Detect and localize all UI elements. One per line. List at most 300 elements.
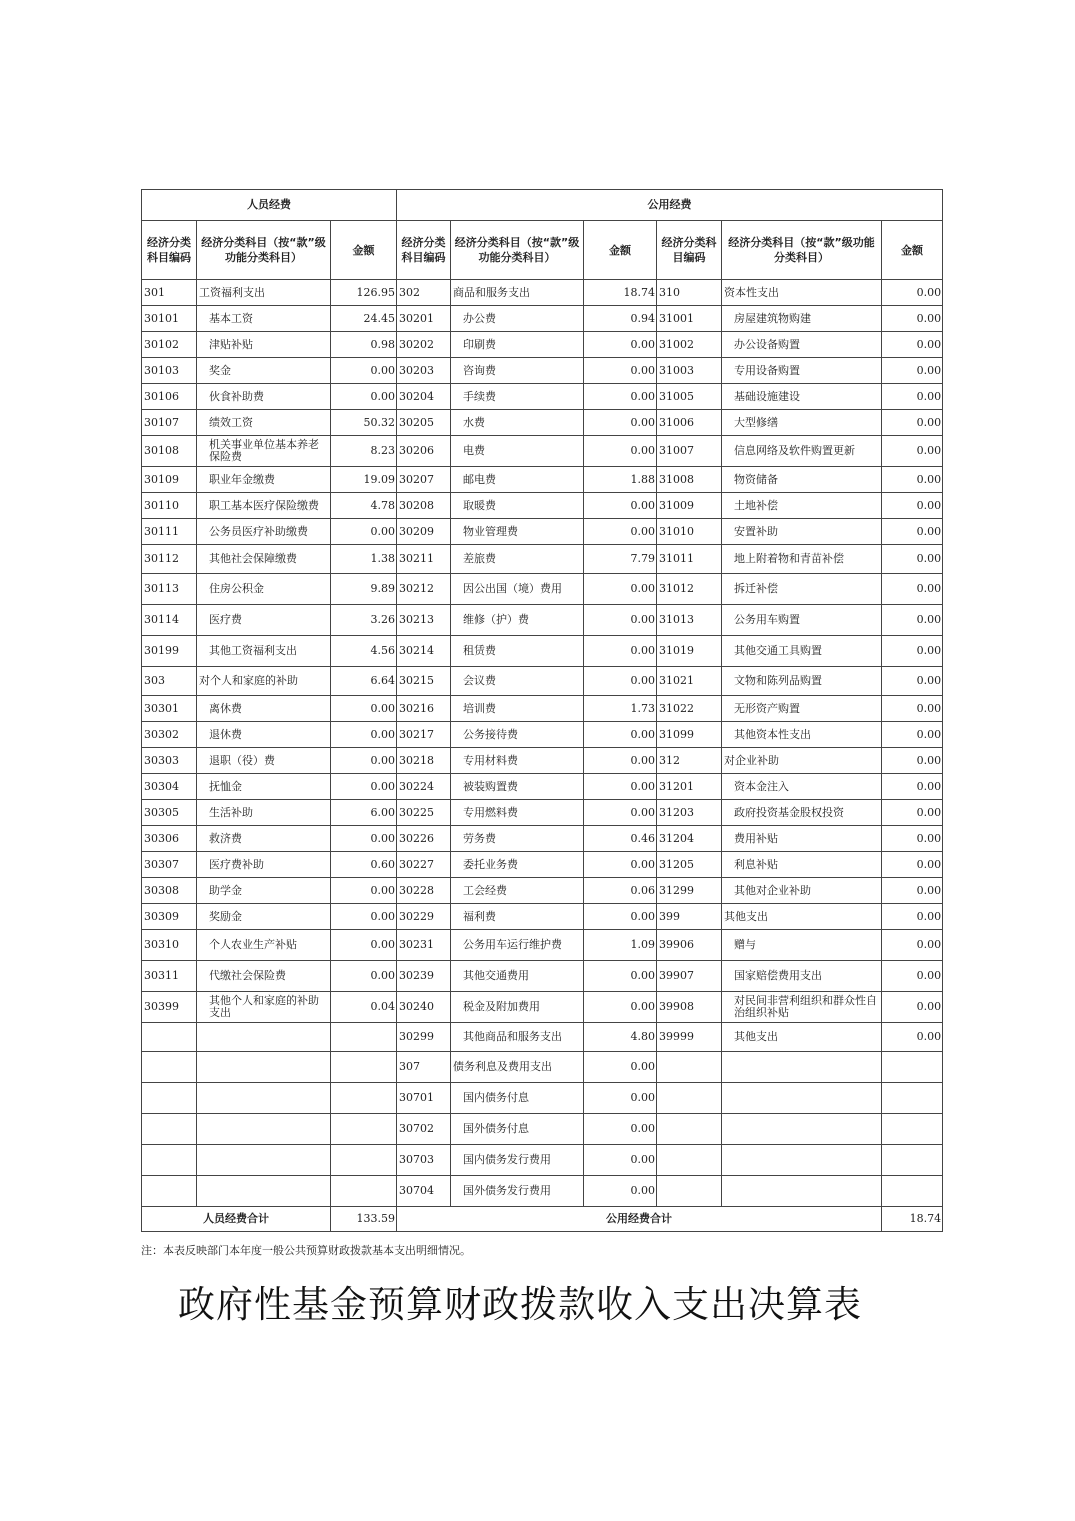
cell-code: 31010 bbox=[657, 519, 722, 545]
cell-name: 离休费 bbox=[197, 696, 331, 722]
cell-name: 救济费 bbox=[197, 826, 331, 852]
cell-amount: 0.00 bbox=[882, 800, 943, 826]
cell-code: 39906 bbox=[657, 930, 722, 961]
cell-amount: 0.00 bbox=[882, 384, 943, 410]
cell-name: 其他支出 bbox=[722, 1023, 882, 1052]
cell-name: 水费 bbox=[451, 410, 584, 436]
cell-name: 医疗费 bbox=[197, 605, 331, 636]
table-row bbox=[142, 667, 943, 696]
cell-code: 399 bbox=[657, 904, 722, 930]
cell-name: 公务接待费 bbox=[451, 722, 584, 748]
cell-name: 无形资产购置 bbox=[722, 696, 882, 722]
cell-code: 30101 bbox=[142, 306, 197, 332]
cell-amount: 0.00 bbox=[584, 722, 657, 748]
cell-name: 伙食补助费 bbox=[197, 384, 331, 410]
cell-code: 31203 bbox=[657, 800, 722, 826]
cell-code: 30305 bbox=[142, 800, 197, 826]
cell-amount: 0.00 bbox=[584, 961, 657, 992]
totals-row bbox=[142, 1207, 943, 1232]
cell-name: 生活补助 bbox=[197, 800, 331, 826]
cell-name bbox=[197, 1052, 331, 1083]
table-row bbox=[142, 722, 943, 748]
table-row bbox=[142, 1052, 943, 1083]
cell-code: 30303 bbox=[142, 748, 197, 774]
cell-code: 30102 bbox=[142, 332, 197, 358]
cell-code: 31204 bbox=[657, 826, 722, 852]
personnel-total-amount: 133.59 bbox=[331, 1207, 397, 1232]
public-total-label: 公用经费合计 bbox=[397, 1207, 882, 1232]
cell-name: 信息网络及软件购置更新 bbox=[722, 436, 882, 467]
cell-amount: 0.00 bbox=[882, 904, 943, 930]
cell-amount: 6.00 bbox=[331, 800, 397, 826]
cell-amount: 0.04 bbox=[331, 992, 397, 1023]
cell-name: 国家赔偿费用支出 bbox=[722, 961, 882, 992]
cell-code: 31008 bbox=[657, 467, 722, 493]
cell-name bbox=[722, 1176, 882, 1207]
cell-amount: 0.00 bbox=[882, 774, 943, 800]
cell-code: 30217 bbox=[397, 722, 451, 748]
cell-code bbox=[142, 1052, 197, 1083]
cell-name: 医疗费补助 bbox=[197, 852, 331, 878]
cell-code: 30224 bbox=[397, 774, 451, 800]
cell-name: 绩效工资 bbox=[197, 410, 331, 436]
cell-amount: 0.46 bbox=[584, 826, 657, 852]
cell-code: 30239 bbox=[397, 961, 451, 992]
cell-code: 30209 bbox=[397, 519, 451, 545]
cell-name: 咨询费 bbox=[451, 358, 584, 384]
cell-code bbox=[142, 1023, 197, 1052]
cell-amount: 0.00 bbox=[331, 696, 397, 722]
cell-code: 30218 bbox=[397, 748, 451, 774]
cell-amount: 0.00 bbox=[584, 358, 657, 384]
cell-amount: 0.00 bbox=[882, 852, 943, 878]
cell-amount: 0.00 bbox=[584, 774, 657, 800]
cell-name: 物资储备 bbox=[722, 467, 882, 493]
cell-code: 39908 bbox=[657, 992, 722, 1023]
cell-name: 助学金 bbox=[197, 878, 331, 904]
cell-code: 30704 bbox=[397, 1176, 451, 1207]
cell-amount: 9.89 bbox=[331, 574, 397, 605]
table-row bbox=[142, 519, 943, 545]
cell-amount: 0.00 bbox=[882, 722, 943, 748]
cell-code: 30106 bbox=[142, 384, 197, 410]
cell-name bbox=[197, 1083, 331, 1114]
cell-amount: 0.60 bbox=[331, 852, 397, 878]
cell-code: 30310 bbox=[142, 930, 197, 961]
cell-name: 办公费 bbox=[451, 306, 584, 332]
cell-code: 30107 bbox=[142, 410, 197, 436]
cell-code bbox=[142, 1176, 197, 1207]
header-amount: 金额 bbox=[331, 221, 397, 280]
section-public: 公用经费 bbox=[397, 190, 943, 221]
cell-name: 专用材料费 bbox=[451, 748, 584, 774]
cell-amount: 4.56 bbox=[331, 636, 397, 667]
cell-amount: 0.00 bbox=[584, 667, 657, 696]
cell-amount: 0.00 bbox=[882, 436, 943, 467]
cell-amount bbox=[882, 1145, 943, 1176]
table-row bbox=[142, 436, 943, 467]
header-name: 经济分类科目（按“款”级功能分类科目） bbox=[451, 221, 584, 280]
cell-code: 30112 bbox=[142, 545, 197, 574]
cell-name: 地上附着物和青苗补偿 bbox=[722, 545, 882, 574]
cell-amount: 0.00 bbox=[584, 332, 657, 358]
table-row bbox=[142, 332, 943, 358]
table-row bbox=[142, 961, 943, 992]
cell-name: 费用补贴 bbox=[722, 826, 882, 852]
cell-code: 30302 bbox=[142, 722, 197, 748]
cell-amount: 0.00 bbox=[882, 280, 943, 306]
table-row bbox=[142, 280, 943, 306]
cell-code: 30109 bbox=[142, 467, 197, 493]
cell-amount bbox=[331, 1083, 397, 1114]
cell-name bbox=[722, 1083, 882, 1114]
cell-name: 其他资本性支出 bbox=[722, 722, 882, 748]
cell-code: 30201 bbox=[397, 306, 451, 332]
table-row bbox=[142, 800, 943, 826]
table-row bbox=[142, 774, 943, 800]
cell-name: 办公设备购置 bbox=[722, 332, 882, 358]
cell-amount bbox=[331, 1023, 397, 1052]
table-row bbox=[142, 1114, 943, 1145]
cell-name: 公务用车购置 bbox=[722, 605, 882, 636]
cell-code: 30701 bbox=[397, 1083, 451, 1114]
cell-code bbox=[142, 1114, 197, 1145]
cell-amount: 0.00 bbox=[882, 1023, 943, 1052]
cell-name: 其他交通费用 bbox=[451, 961, 584, 992]
cell-code: 31005 bbox=[657, 384, 722, 410]
cell-amount: 0.00 bbox=[584, 992, 657, 1023]
cell-name: 退休费 bbox=[197, 722, 331, 748]
table-row bbox=[142, 605, 943, 636]
cell-name: 国外债务发行费用 bbox=[451, 1176, 584, 1207]
cell-amount: 0.00 bbox=[584, 436, 657, 467]
table-row bbox=[142, 493, 943, 519]
table-row bbox=[142, 930, 943, 961]
cell-name: 拆迁补偿 bbox=[722, 574, 882, 605]
cell-name bbox=[722, 1052, 882, 1083]
cell-name: 基本工资 bbox=[197, 306, 331, 332]
cell-amount: 0.00 bbox=[584, 800, 657, 826]
cell-amount bbox=[331, 1114, 397, 1145]
cell-amount: 24.45 bbox=[331, 306, 397, 332]
cell-name: 津贴补贴 bbox=[197, 332, 331, 358]
table-row bbox=[142, 748, 943, 774]
cell-name: 退职（役）费 bbox=[197, 748, 331, 774]
cell-code bbox=[657, 1083, 722, 1114]
cell-amount: 126.95 bbox=[331, 280, 397, 306]
cell-name: 工资福利支出 bbox=[197, 280, 331, 306]
cell-code: 30208 bbox=[397, 493, 451, 519]
cell-code: 31013 bbox=[657, 605, 722, 636]
cell-amount: 18.74 bbox=[584, 280, 657, 306]
personnel-total-label: 人员经费合计 bbox=[142, 1207, 331, 1232]
cell-amount: 0.00 bbox=[584, 605, 657, 636]
cell-code bbox=[657, 1052, 722, 1083]
cell-name bbox=[197, 1023, 331, 1052]
cell-amount: 0.98 bbox=[331, 332, 397, 358]
cell-code: 30228 bbox=[397, 878, 451, 904]
cell-amount: 1.09 bbox=[584, 930, 657, 961]
cell-name: 个人农业生产补贴 bbox=[197, 930, 331, 961]
cell-amount: 0.00 bbox=[882, 574, 943, 605]
cell-amount bbox=[882, 1052, 943, 1083]
cell-amount: 4.78 bbox=[331, 493, 397, 519]
cell-name: 租赁费 bbox=[451, 636, 584, 667]
cell-name: 福利费 bbox=[451, 904, 584, 930]
cell-name bbox=[722, 1114, 882, 1145]
cell-amount: 8.23 bbox=[331, 436, 397, 467]
cell-amount: 0.00 bbox=[331, 826, 397, 852]
cell-amount: 0.00 bbox=[331, 519, 397, 545]
cell-name: 赠与 bbox=[722, 930, 882, 961]
cell-amount: 0.00 bbox=[882, 878, 943, 904]
cell-name: 手续费 bbox=[451, 384, 584, 410]
table-row bbox=[142, 384, 943, 410]
cell-code: 30215 bbox=[397, 667, 451, 696]
cell-code: 30307 bbox=[142, 852, 197, 878]
cell-code: 30111 bbox=[142, 519, 197, 545]
cell-name: 职业年金缴费 bbox=[197, 467, 331, 493]
cell-code: 30214 bbox=[397, 636, 451, 667]
cell-code bbox=[142, 1145, 197, 1176]
cell-name: 电费 bbox=[451, 436, 584, 467]
cell-code: 30199 bbox=[142, 636, 197, 667]
cell-name: 奖金 bbox=[197, 358, 331, 384]
cell-name: 税金及附加费用 bbox=[451, 992, 584, 1023]
cell-code: 30703 bbox=[397, 1145, 451, 1176]
cell-code: 31001 bbox=[657, 306, 722, 332]
section-personnel: 人员经费 bbox=[142, 190, 397, 221]
cell-code: 30309 bbox=[142, 904, 197, 930]
cell-name: 安置补助 bbox=[722, 519, 882, 545]
cell-name: 委托业务费 bbox=[451, 852, 584, 878]
cell-amount: 0.00 bbox=[331, 358, 397, 384]
table-row bbox=[142, 545, 943, 574]
cell-name: 会议费 bbox=[451, 667, 584, 696]
cell-name: 抚恤金 bbox=[197, 774, 331, 800]
cell-name: 机关事业单位基本养老保险费 bbox=[197, 436, 331, 467]
cell-name: 国外债务付息 bbox=[451, 1114, 584, 1145]
cell-amount: 0.00 bbox=[584, 904, 657, 930]
cell-code: 30207 bbox=[397, 467, 451, 493]
cell-amount: 1.38 bbox=[331, 545, 397, 574]
cell-amount: 0.00 bbox=[882, 961, 943, 992]
cell-code: 310 bbox=[657, 280, 722, 306]
cell-name: 培训费 bbox=[451, 696, 584, 722]
cell-name: 债务利息及费用支出 bbox=[451, 1052, 584, 1083]
cell-name: 资本金注入 bbox=[722, 774, 882, 800]
cell-name: 因公出国（境）费用 bbox=[451, 574, 584, 605]
cell-amount: 0.00 bbox=[882, 667, 943, 696]
cell-code: 30202 bbox=[397, 332, 451, 358]
cell-name: 政府投资基金股权投资 bbox=[722, 800, 882, 826]
cell-amount: 0.00 bbox=[331, 722, 397, 748]
table-row bbox=[142, 467, 943, 493]
cell-amount: 0.00 bbox=[882, 992, 943, 1023]
column-header-row bbox=[142, 221, 943, 280]
cell-amount: 0.00 bbox=[882, 519, 943, 545]
cell-name: 专用燃料费 bbox=[451, 800, 584, 826]
public-total-amount: 18.74 bbox=[882, 1207, 943, 1232]
cell-code: 31003 bbox=[657, 358, 722, 384]
cell-name: 利息补贴 bbox=[722, 852, 882, 878]
cell-code: 307 bbox=[397, 1052, 451, 1083]
cell-name bbox=[197, 1114, 331, 1145]
cell-amount bbox=[882, 1176, 943, 1207]
cell-code: 30301 bbox=[142, 696, 197, 722]
cell-amount: 0.00 bbox=[584, 574, 657, 605]
cell-amount: 0.00 bbox=[584, 852, 657, 878]
table-note: 注：本表反映部门本年度一般公共预算财政拨款基本支出明细情况。 bbox=[141, 1244, 471, 1257]
cell-amount: 0.00 bbox=[331, 774, 397, 800]
cell-name: 大型修缮 bbox=[722, 410, 882, 436]
cell-name: 对企业补助 bbox=[722, 748, 882, 774]
cell-code: 39999 bbox=[657, 1023, 722, 1052]
cell-amount: 0.00 bbox=[882, 306, 943, 332]
cell-amount: 0.00 bbox=[331, 904, 397, 930]
cell-amount bbox=[331, 1145, 397, 1176]
cell-code: 30240 bbox=[397, 992, 451, 1023]
cell-amount: 0.00 bbox=[882, 358, 943, 384]
cell-name: 公务用车运行维护费 bbox=[451, 930, 584, 961]
cell-code: 30113 bbox=[142, 574, 197, 605]
cell-code: 302 bbox=[397, 280, 451, 306]
cell-amount: 0.00 bbox=[584, 384, 657, 410]
cell-code: 30212 bbox=[397, 574, 451, 605]
cell-code: 31022 bbox=[657, 696, 722, 722]
cell-name: 职工基本医疗保险缴费 bbox=[197, 493, 331, 519]
cell-code: 39907 bbox=[657, 961, 722, 992]
cell-name: 基础设施建设 bbox=[722, 384, 882, 410]
cell-amount: 0.00 bbox=[882, 332, 943, 358]
cell-amount: 0.00 bbox=[584, 519, 657, 545]
cell-name: 文物和陈列品购置 bbox=[722, 667, 882, 696]
cell-amount: 0.06 bbox=[584, 878, 657, 904]
cell-amount: 0.00 bbox=[584, 1114, 657, 1145]
cell-amount: 0.00 bbox=[331, 930, 397, 961]
cell-amount: 0.00 bbox=[882, 410, 943, 436]
cell-code: 30103 bbox=[142, 358, 197, 384]
cell-code: 30702 bbox=[397, 1114, 451, 1145]
cell-name: 劳务费 bbox=[451, 826, 584, 852]
cell-code: 31002 bbox=[657, 332, 722, 358]
cell-code: 31205 bbox=[657, 852, 722, 878]
cell-code: 31011 bbox=[657, 545, 722, 574]
cell-code bbox=[657, 1145, 722, 1176]
cell-name: 工会经费 bbox=[451, 878, 584, 904]
cell-amount: 0.00 bbox=[331, 961, 397, 992]
cell-amount: 1.88 bbox=[584, 467, 657, 493]
cell-amount: 50.32 bbox=[331, 410, 397, 436]
cell-name: 其他社会保障缴费 bbox=[197, 545, 331, 574]
cell-amount: 0.00 bbox=[584, 1145, 657, 1176]
cell-code: 31006 bbox=[657, 410, 722, 436]
cell-amount bbox=[882, 1114, 943, 1145]
cell-code: 31299 bbox=[657, 878, 722, 904]
cell-amount: 0.00 bbox=[882, 696, 943, 722]
cell-amount: 0.00 bbox=[584, 748, 657, 774]
cell-code: 303 bbox=[142, 667, 197, 696]
table-row bbox=[142, 1145, 943, 1176]
cell-amount: 0.00 bbox=[882, 636, 943, 667]
cell-amount bbox=[331, 1176, 397, 1207]
cell-code: 31019 bbox=[657, 636, 722, 667]
table-row bbox=[142, 574, 943, 605]
cell-name: 房屋建筑物购建 bbox=[722, 306, 882, 332]
cell-name: 对民间非营利组织和群众性自治组织补贴 bbox=[722, 992, 882, 1023]
cell-code: 30229 bbox=[397, 904, 451, 930]
table-row bbox=[142, 1083, 943, 1114]
cell-amount: 19.09 bbox=[331, 467, 397, 493]
cell-code: 312 bbox=[657, 748, 722, 774]
cell-code bbox=[142, 1083, 197, 1114]
cell-code: 30399 bbox=[142, 992, 197, 1023]
header-amount: 金额 bbox=[584, 221, 657, 280]
cell-amount: 0.00 bbox=[882, 930, 943, 961]
cell-code: 30110 bbox=[142, 493, 197, 519]
cell-name: 代缴社会保险费 bbox=[197, 961, 331, 992]
cell-name: 奖励金 bbox=[197, 904, 331, 930]
header-name: 经济分类科目（按“款”级功能分类科目） bbox=[722, 221, 882, 280]
cell-amount: 0.00 bbox=[584, 493, 657, 519]
cell-name bbox=[722, 1145, 882, 1176]
cell-name: 被装购置费 bbox=[451, 774, 584, 800]
cell-amount: 4.80 bbox=[584, 1023, 657, 1052]
cell-name: 其他支出 bbox=[722, 904, 882, 930]
cell-name: 住房公积金 bbox=[197, 574, 331, 605]
header-code: 经济分类科目编码 bbox=[657, 221, 722, 280]
cell-code: 30225 bbox=[397, 800, 451, 826]
table-row bbox=[142, 410, 943, 436]
cell-code: 31007 bbox=[657, 436, 722, 467]
table-row bbox=[142, 904, 943, 930]
cell-amount: 7.79 bbox=[584, 545, 657, 574]
header-code: 经济分类科目编码 bbox=[397, 221, 451, 280]
cell-amount: 1.73 bbox=[584, 696, 657, 722]
cell-code: 30306 bbox=[142, 826, 197, 852]
cell-amount: 3.26 bbox=[331, 605, 397, 636]
cell-code: 31012 bbox=[657, 574, 722, 605]
cell-amount: 0.00 bbox=[882, 826, 943, 852]
cell-name bbox=[197, 1176, 331, 1207]
cell-amount: 6.64 bbox=[331, 667, 397, 696]
cell-name: 专用设备购置 bbox=[722, 358, 882, 384]
cell-name: 国内债务发行费用 bbox=[451, 1145, 584, 1176]
cell-name: 邮电费 bbox=[451, 467, 584, 493]
cell-code: 30205 bbox=[397, 410, 451, 436]
cell-name: 其他个人和家庭的补助支出 bbox=[197, 992, 331, 1023]
cell-name: 物业管理费 bbox=[451, 519, 584, 545]
table-row bbox=[142, 636, 943, 667]
cell-name: 其他交通工具购置 bbox=[722, 636, 882, 667]
cell-code: 31099 bbox=[657, 722, 722, 748]
cell-name: 其他商品和服务支出 bbox=[451, 1023, 584, 1052]
cell-name: 印刷费 bbox=[451, 332, 584, 358]
cell-name: 对个人和家庭的补助 bbox=[197, 667, 331, 696]
table-row bbox=[142, 1023, 943, 1052]
cell-code bbox=[657, 1176, 722, 1207]
cell-amount: 0.00 bbox=[331, 384, 397, 410]
cell-code: 30213 bbox=[397, 605, 451, 636]
table-row bbox=[142, 878, 943, 904]
cell-amount: 0.00 bbox=[584, 1083, 657, 1114]
cell-amount: 0.00 bbox=[882, 605, 943, 636]
cell-code: 30311 bbox=[142, 961, 197, 992]
cell-code: 30114 bbox=[142, 605, 197, 636]
table-row bbox=[142, 696, 943, 722]
cell-code: 301 bbox=[142, 280, 197, 306]
cell-code: 31009 bbox=[657, 493, 722, 519]
